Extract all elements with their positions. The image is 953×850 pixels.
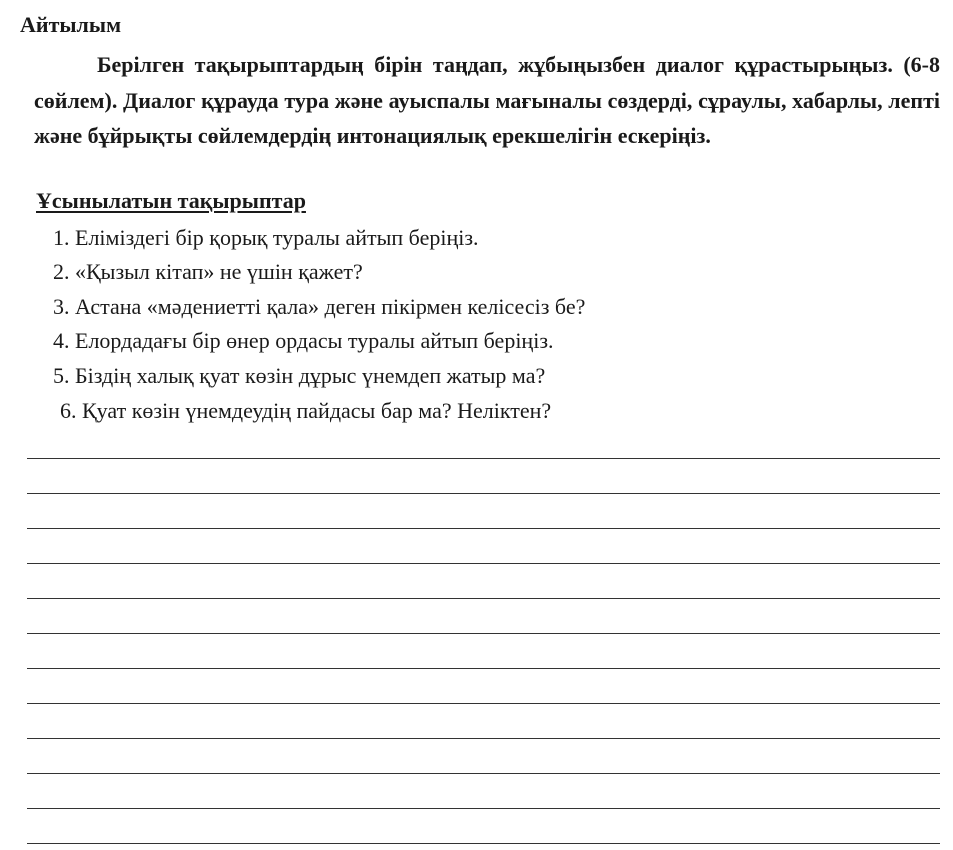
answer-line[interactable] [27,843,940,844]
answer-line[interactable] [27,493,940,494]
answer-line[interactable] [27,458,940,459]
answer-line[interactable] [27,703,940,704]
task-instructions: Берілген тақырыптардың бірін таңдап, жұбыңызбен диалог құрастырыңыз. (6-8 сөйлем). Диалог құрауда тура және ауыспалы мағыналы сөздерді, сұраулы, хабарлы, лепті және бұйрықты сөйлемдердің интонациялық ерекшелігін ескеріңіз. [34,52,940,148]
topic-item-1: 1. Еліміздегі бір қорық туралы айтып беріңіз. [53,225,479,250]
answer-line[interactable] [27,738,940,739]
topic-item-5: 5. Біздің халық қуат көзін дұрыс үнемдеп жатыр ма? [53,363,546,388]
answer-line[interactable] [27,773,940,774]
topics-heading: Ұсынылатын тақырыптар [36,188,306,213]
answer-line[interactable] [27,528,940,529]
answer-line[interactable] [27,598,940,599]
topic-item-4: 4. Елордадағы бір өнер ордасы туралы айтып беріңіз. [53,328,554,353]
answer-line[interactable] [27,633,940,634]
answer-line[interactable] [27,808,940,809]
answer-line[interactable] [27,668,940,669]
answer-line[interactable] [27,563,940,564]
topic-item-6: 6. Қуат көзін үнемдеудің пайдасы бар ма? Неліктен? [60,398,552,423]
topic-item-3: 3. Астана «мәдениетті қала» деген пікірмен келісесіз бе? [53,294,586,319]
topic-item-2: 2. «Қызыл кітап» не үшін қажет? [53,259,363,284]
section-title: Айтылым [20,12,122,37]
